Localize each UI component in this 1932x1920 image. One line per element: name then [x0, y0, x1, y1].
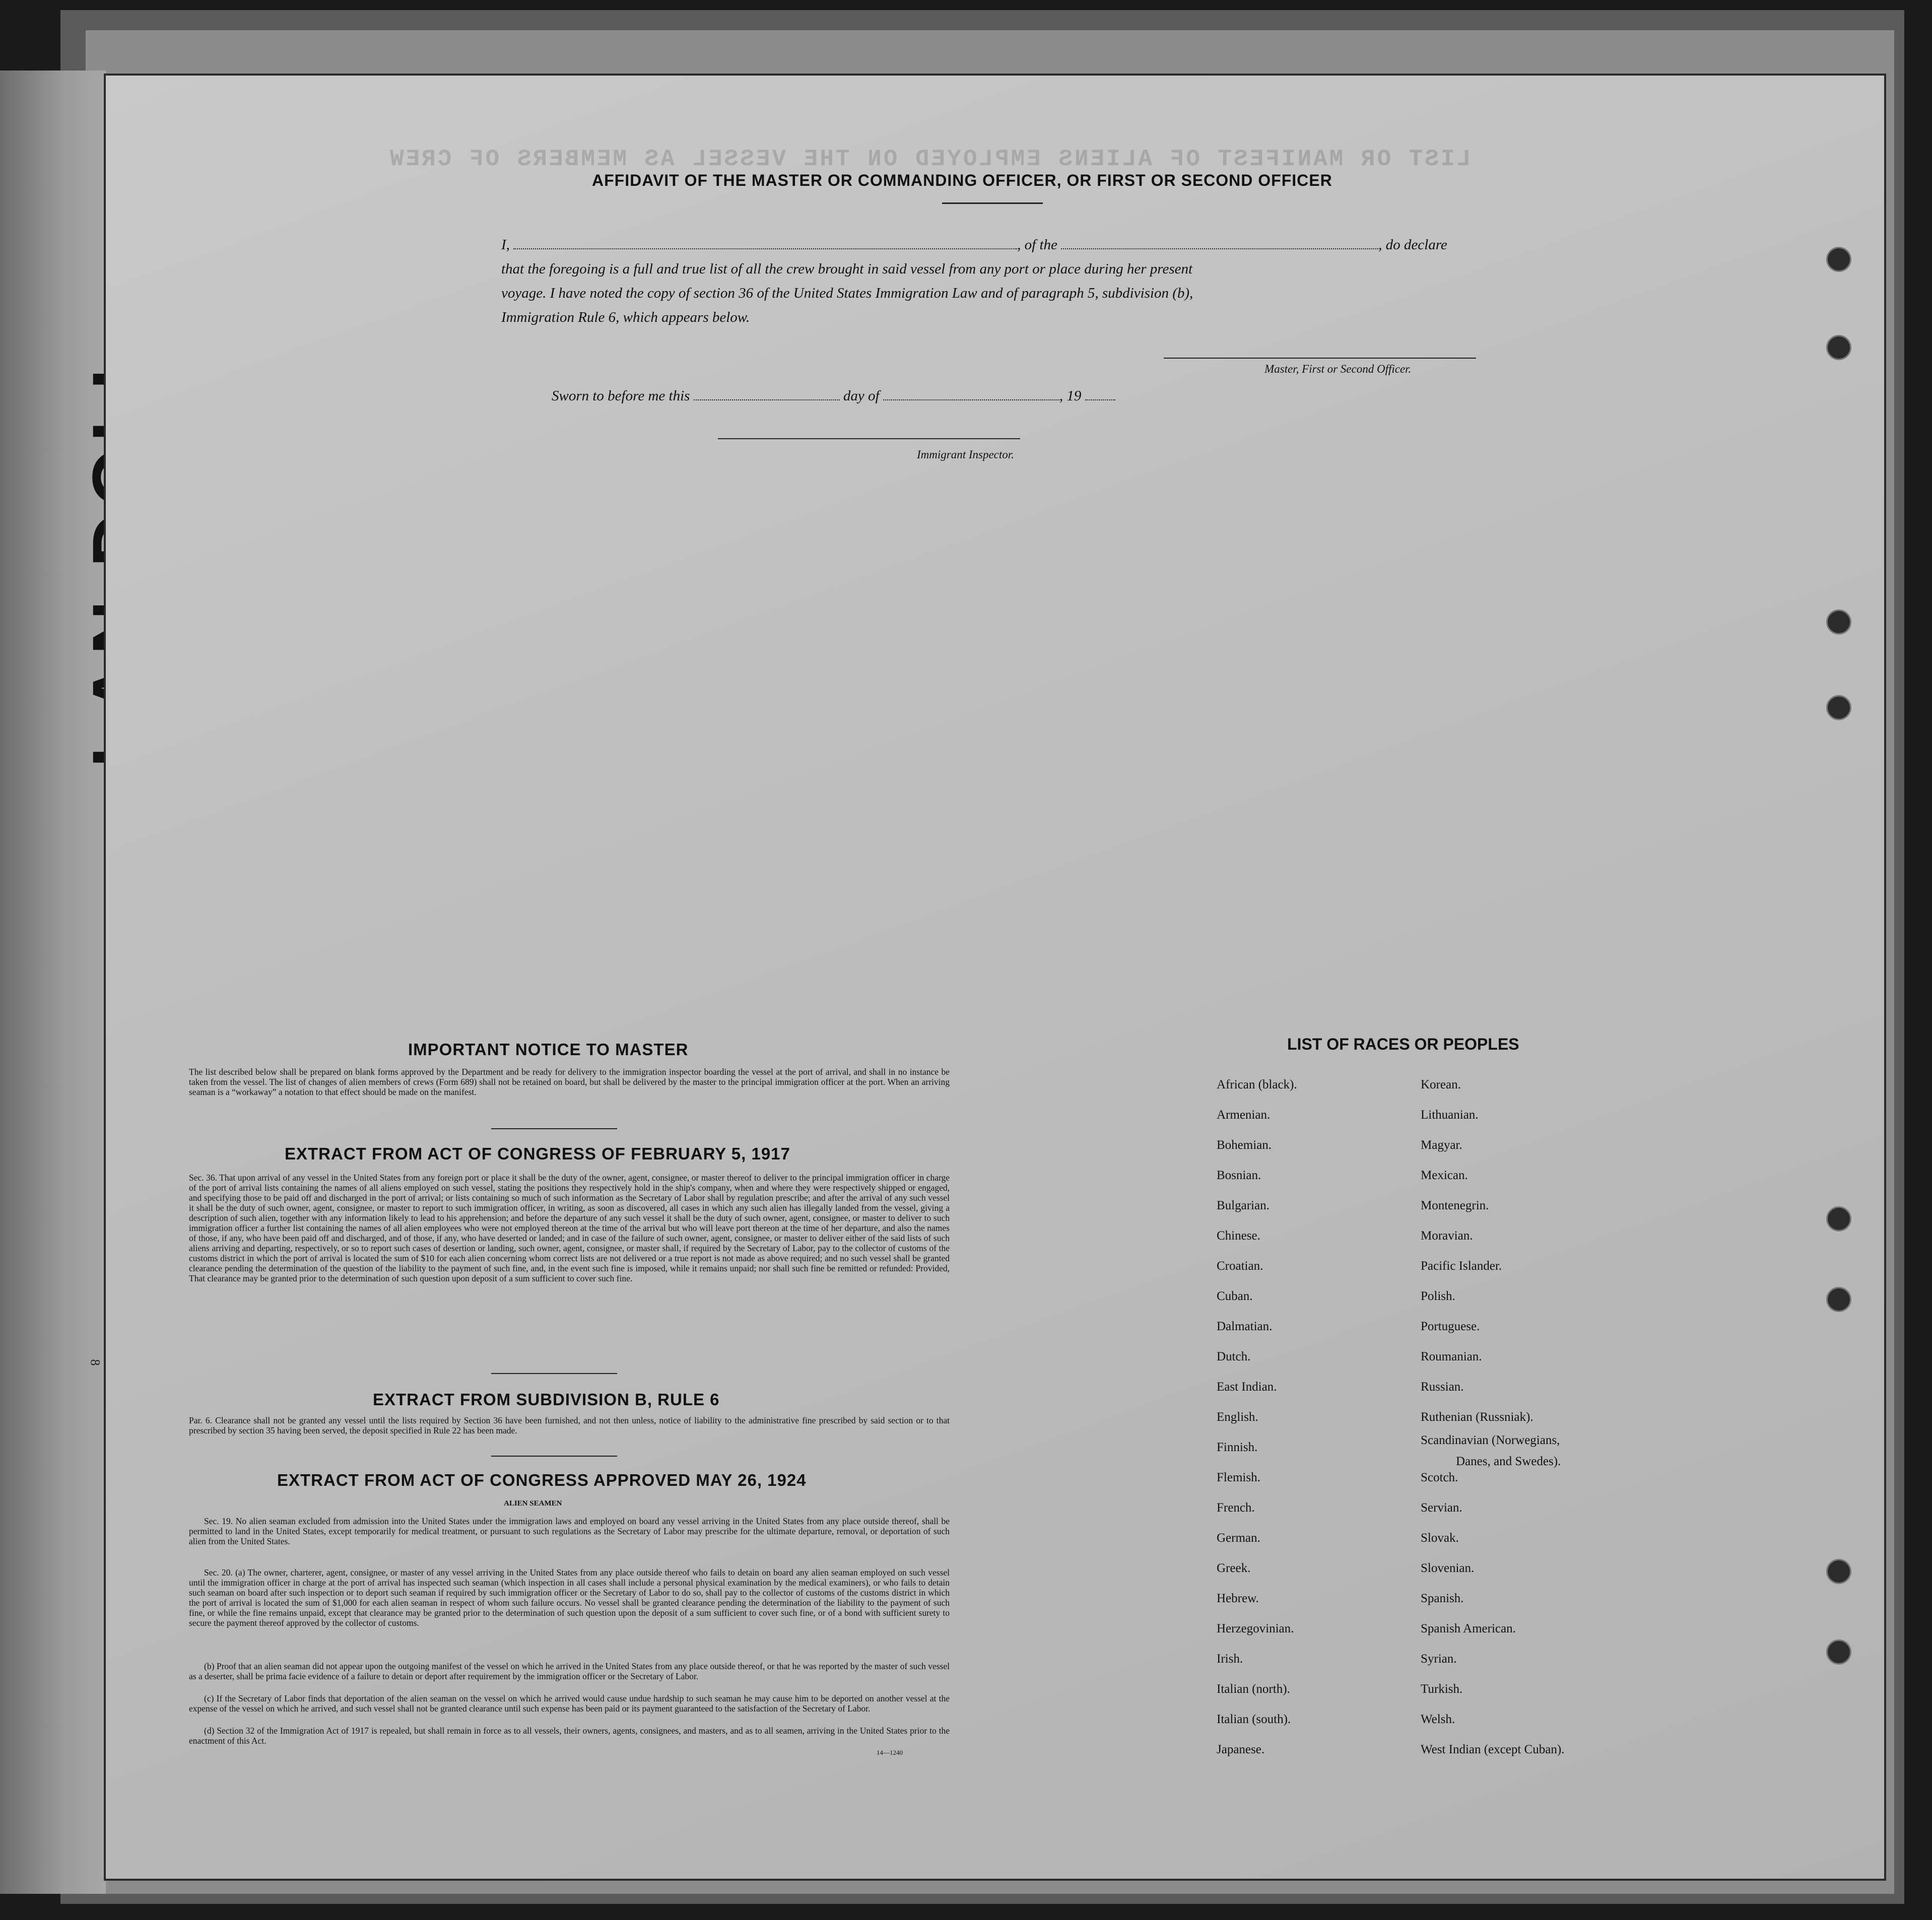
sworn-day-of: day of	[843, 388, 880, 404]
race-item: Dutch.	[1217, 1350, 1251, 1363]
affidavit-of-the: , of the	[1017, 237, 1057, 253]
race-item: Magyar.	[1421, 1138, 1462, 1152]
race-item: Syrian.	[1421, 1652, 1457, 1666]
race-item: Ruthenian (Russniak).	[1421, 1410, 1534, 1424]
race-item: Polish.	[1421, 1289, 1455, 1303]
race-item: Chinese.	[1217, 1229, 1260, 1243]
affidavit-line-3: voyage. I have noted the copy of section 36 of the United States Immigration Law and of paragraph 5, subdivision (b),	[501, 285, 1193, 301]
extract-1924-sec20b: (b) Proof that an alien seaman did not appear upon the outgoing manifest of the vessel on which he arrived in the United States from any place outside thereof, or that he was reported by the master of such vessel as a deserter, shall be prima facie evidence of a failure to detain or deport after requirement by the immigration officer or the Secretary of Labor.	[189, 1661, 950, 1681]
extract-1917-rule	[491, 1373, 617, 1374]
race-item: Russian.	[1421, 1380, 1464, 1394]
race-item: Croatian.	[1217, 1259, 1263, 1273]
race-item: Japanese.	[1217, 1743, 1265, 1756]
race-item: Slovak.	[1421, 1531, 1459, 1545]
race-item: East Indian.	[1217, 1380, 1277, 1394]
margin-page-number: 8	[88, 1359, 103, 1366]
race-item: German.	[1217, 1531, 1260, 1545]
race-item: Spanish.	[1421, 1592, 1464, 1605]
vessel-blank[interactable]	[1061, 248, 1378, 249]
extract-1924-sec19: Sec. 19. No alien seaman excluded from admission into the United States under the immigration laws and employed on board any vessel arriving in the United States from any place outside thereof, shall be permitted to land in the United States, except temporarily for medical treatment, or pursuant to such regulations as the Secretary of Labor may prescribe for the ultimate departure, removal, or deportation of such alien from the United States.	[189, 1516, 950, 1546]
sworn-month-blank[interactable]	[883, 399, 1059, 400]
races-title: LIST OF RACES OR PEOPLES	[1287, 1035, 1519, 1053]
race-item-continuation: Danes, and Swedes).	[1456, 1455, 1561, 1468]
notice-title: IMPORTANT NOTICE TO MASTER	[408, 1040, 689, 1059]
race-item: Irish.	[1217, 1652, 1243, 1666]
notice-body: The list described below shall be prepared on blank forms approved by the Department and be ready for delivery to the immigration inspector boarding the vessel at the port of arrival, and shall in no instance be taken from the vessel. The list of changes of alien members of crews (Form 689) shall not be retained on board, but shall be delivered by the master to the principal immigration officer at the port. When an arriving seaman is a “workaway” a notation to that effect should be made on the manifest.	[189, 1067, 950, 1097]
race-item: Korean.	[1421, 1078, 1461, 1091]
race-item: African (black).	[1217, 1078, 1297, 1091]
form-number: 14—1240	[877, 1749, 903, 1756]
race-item: Herzegovinian.	[1217, 1622, 1294, 1635]
race-item: Bulgarian.	[1217, 1199, 1270, 1212]
affidavit-line-1	[501, 237, 1447, 253]
race-item: Italian (north).	[1217, 1682, 1290, 1696]
sworn-prefix: Sworn to before me this	[552, 388, 690, 404]
binder-hole	[1826, 695, 1851, 720]
binder-hole	[1826, 335, 1851, 360]
master-signature-label: Master, First or Second Officer.	[1264, 363, 1412, 375]
race-item: Servian.	[1421, 1501, 1462, 1515]
notice-rule	[491, 1128, 617, 1129]
sworn-year: , 19	[1059, 388, 1082, 404]
binder-hole	[1826, 1287, 1851, 1312]
inspector-label: Immigrant Inspector.	[917, 448, 1014, 461]
affidavit-title: AFFIDAVIT OF THE MASTER OR COMMANDING OFFICER, OR FIRST OR SECOND OFFICER	[592, 171, 1333, 189]
binder-hole	[1826, 1559, 1851, 1584]
race-item: Mexican.	[1421, 1169, 1468, 1182]
race-item: English.	[1217, 1410, 1258, 1424]
affidavit-line-2: that the foregoing is a full and true list of all the crew brought in said vessel from any port or place during her present	[501, 261, 1193, 277]
affidavit-i: I,	[501, 237, 510, 253]
affidavit-declare: , do declare	[1378, 237, 1447, 253]
extract-1924-sec20c: (c) If the Secretary of Labor finds that deportation of the alien seaman on the vessel on which he arrived would cause undue hardship to such seaman he may cause him to be deported on another vessel at the expense of the vessel on which he arrived, and such vessel shall not be granted clearance until such expense has been paid or its payment guaranteed to the satisfaction of the Secretary of Labor.	[189, 1693, 950, 1713]
race-item: Bohemian.	[1217, 1138, 1272, 1152]
extract-rule6-title: EXTRACT FROM SUBDIVISION B, RULE 6	[373, 1390, 720, 1409]
show-through-heading: LIST OR MANIFEST OF ALIENS EMPLOYED ON THE VESSEL AS MEMBERS OF CREW	[388, 146, 1471, 172]
affidavit-line-4: Immigration Rule 6, which appears below.	[501, 309, 750, 325]
sworn-line	[552, 388, 1115, 404]
race-item: Flemish.	[1217, 1471, 1260, 1484]
race-item: Spanish American.	[1421, 1622, 1516, 1635]
race-item: Scotch.	[1421, 1471, 1458, 1484]
race-item: Moravian.	[1421, 1229, 1473, 1243]
binder-hole	[1826, 1206, 1851, 1231]
race-item: French.	[1217, 1501, 1255, 1515]
extract-1917-body: Sec. 36. That upon arrival of any vessel in the United States from any foreign port or place it shall be the duty of the owner, agent, consignee, or master thereof to deliver to the principal immigration officer in charge of the port of arrival lists containing the names of all aliens employed on such vessel, stating the positions they respectively hold in the ship's company, when and where they were respectively shipped or engaged, and specifying those to be paid off and discharged in the port of arrival; or lists containing so much of such information as the Secretary of Labor shall by regulation prescribe; and after the arrival of any such vessel it shall be the duty of such owner, agent, consignee, or master to report to such immigration officer, in writing, as soon as discovered, all cases in which any such alien has illegally landed from the vessel, giving a description of such alien, together with any information likely to lead to his apprehension; and before the departure of any such vessel it shall be the duty of such owner, agent, consignee, or master to deliver to such immigration officer a further list containing the names of all alien employees who were not employed thereon at the time of the arrival but who will leave port thereon at the time of her departure, and also the names of those, if any, who have been paid off and discharged, and of those, if any, who have deserted or landed; and in case of the failure of such owner, agent, consignee, or master to deliver either of the said lists of such aliens arriving and departing, respectively, or so to report such cases of desertion or landing, such owner, agent, consignee, or master shall, if required by the Secretary of Labor, pay to the collector of customs of the customs district in which the port of arrival is located the sum of $10 for each alien concerning whom correct lists are not delivered or a true report is not made as above required; and no such vessel shall be granted clearance pending the determination of the question of the liability to the payment of such fine, and, in the event such fine is imposed, while it remains unpaid; nor shall such fine be remitted or refunded: Provided, That clearance may be granted prior to the determination of such question upon deposit of a sum sufficient to cover such fine.	[189, 1173, 950, 1283]
binder-hole	[1826, 1639, 1851, 1665]
race-item: Cuban.	[1217, 1289, 1253, 1303]
race-item: Scandinavian (Norwegians,	[1421, 1433, 1560, 1447]
race-item: Finnish.	[1217, 1441, 1258, 1454]
race-item: Roumanian.	[1421, 1350, 1482, 1363]
race-item: Greek.	[1217, 1561, 1251, 1575]
extract-1924-title: EXTRACT FROM ACT OF CONGRESS APPROVED MAY 26, 1924	[277, 1471, 807, 1489]
extract-1924-sec20a: Sec. 20. (a) The owner, charterer, agent, consignee, or master of any vessel arriving in the United States from any place outside thereof who fails to detain on board any alien seaman employed on such vessel until the immigration officer in charge at the port of arrival has inspected such seaman (which inspection in all cases shall include a personal physical examination by the medical examiners), or who fails to detain such seaman on board after such inspection or to deport such seaman if required by such immigration officer or the Secretary of Labor to do so, shall pay to the collector of customs of the customs district in which the port of arrival is located the sum of $1,000 for each alien seaman in respect of whom such failure occurs. No vessel shall be granted clearance pending the determination of the liability to the payment of such fine, or while the fine remains unpaid, except that clearance may be granted prior to the determination of such question upon the deposit of a sum sufficient to cover such fine, or of a bond with sufficient surety to secure the payment thereof approved by the collector of customs.	[189, 1567, 950, 1628]
extract-1924-subtitle: ALIEN SEAMEN	[504, 1499, 562, 1507]
race-item: Pacific Islander.	[1421, 1259, 1502, 1273]
sworn-day-blank[interactable]	[694, 399, 840, 400]
race-item: West Indian (except Cuban).	[1421, 1743, 1565, 1756]
race-item: Hebrew.	[1217, 1592, 1259, 1605]
document-page	[106, 76, 1884, 1879]
race-item: Portuguese.	[1421, 1320, 1480, 1333]
race-item: Turkish.	[1421, 1682, 1463, 1696]
race-item: Italian (south).	[1217, 1712, 1291, 1726]
race-item: Armenian.	[1217, 1108, 1271, 1122]
binder-hole	[1826, 609, 1851, 635]
extract-rule6-body: Par. 6. Clearance shall not be granted any vessel until the lists required by Section 36 have been furnished, and not then unless, notice of liability to the administrative fine prescribed by said section or to that prescribed by section 35 having been served, the deposit specified in Rule 22 has been made.	[189, 1415, 950, 1435]
race-item: Bosnian.	[1217, 1169, 1261, 1182]
race-item: Slovenian.	[1421, 1561, 1475, 1575]
extract-1924-sec20d: (d) Section 32 of the Immigration Act of 1917 is repealed, but shall remain in force as to all vessels, their owners, agents, consignees, and masters, and as to all seamen, arriving in the United States prior to the enactment of this Act.	[189, 1726, 950, 1746]
race-item: Montenegrin.	[1421, 1199, 1489, 1212]
inspector-signature-line[interactable]	[718, 438, 1020, 439]
name-blank[interactable]	[513, 248, 1017, 249]
binder-hole	[1826, 247, 1851, 272]
extract-rule6-rule	[491, 1456, 617, 1457]
race-item: Dalmatian.	[1217, 1320, 1273, 1333]
race-item: Lithuanian.	[1421, 1108, 1479, 1122]
sworn-year-blank[interactable]	[1085, 399, 1115, 400]
race-item: Welsh.	[1421, 1712, 1455, 1726]
master-signature-line[interactable]	[1164, 358, 1476, 359]
extract-1917-title: EXTRACT FROM ACT OF CONGRESS OF FEBRUARY 5, 1917	[285, 1144, 790, 1163]
title-rule	[942, 202, 1043, 204]
